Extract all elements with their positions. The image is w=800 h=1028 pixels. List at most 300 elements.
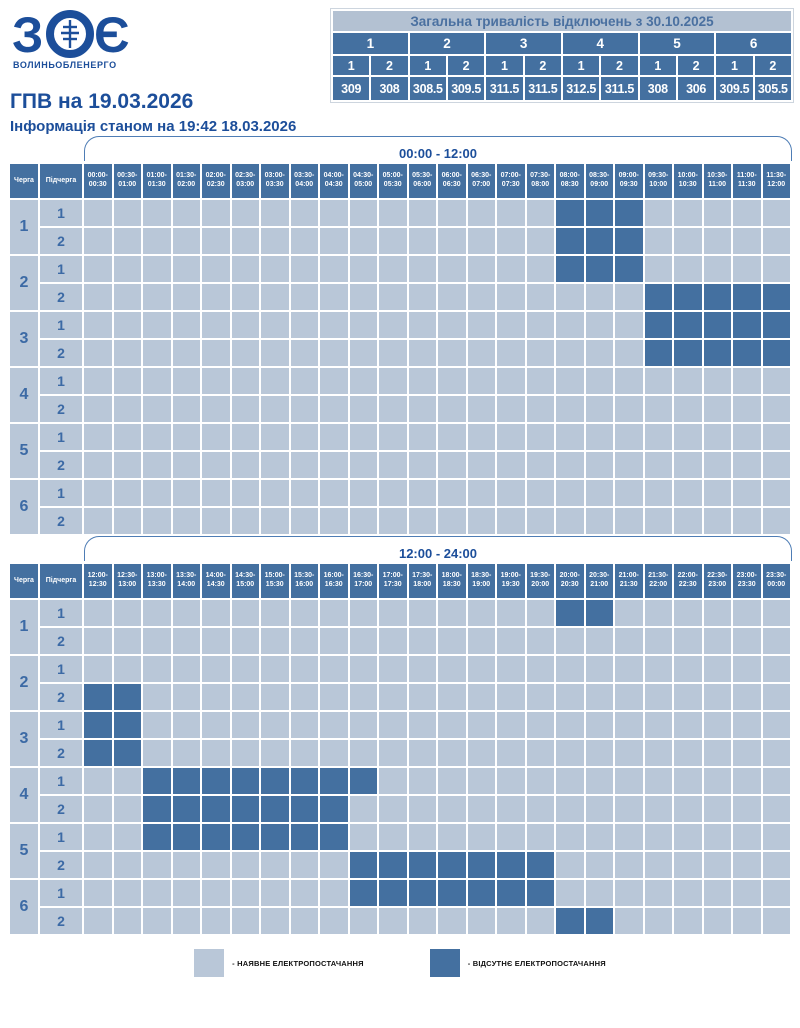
- cell-1.1-22:30-23:00-power: [704, 600, 732, 626]
- cell-2.2-08:00-08:30-power: [556, 284, 584, 310]
- cell-1.1-07:00-07:30-power: [497, 200, 525, 226]
- legend-item-absent: [430, 949, 606, 977]
- cell-6.1-20:00-20:30-power: [556, 880, 584, 906]
- cell-4.2-00:30-01:00-power: [114, 396, 142, 422]
- absent-swatch: [430, 949, 460, 977]
- cell-1.2-06:30-07:00-power: [468, 228, 496, 254]
- subqueue-4-1: 1: [40, 768, 82, 794]
- cell-5.2-13:30-14:00-power: [173, 852, 201, 878]
- subqueue-5-2: 2: [40, 452, 82, 478]
- summary-subgroup-3-2: 2: [525, 56, 561, 75]
- cell-3.1-23:00-23:30-power: [733, 712, 761, 738]
- cell-4.2-18:30-19:00-power: [468, 796, 496, 822]
- cell-2.2-19:00-19:30-power: [497, 684, 525, 710]
- cell-5.2-08:30-09:00-power: [586, 452, 614, 478]
- summary-group-3: 3: [486, 33, 561, 54]
- logo-glyph-right: Є: [94, 7, 130, 63]
- cell-2.1-16:30-17:00-power: [350, 656, 378, 682]
- cell-1.2-23:30-00:00-power: [763, 628, 791, 654]
- cell-6.2-22:30-23:00-power: [704, 908, 732, 934]
- subqueue-3-2: 2: [40, 740, 82, 766]
- company-logo: [12, 6, 130, 91]
- queue-2: 2: [10, 256, 38, 310]
- cell-4.1-01:00-01:30-power: [143, 368, 171, 394]
- cell-4.2-13:00-13:30-outage: [143, 796, 171, 822]
- cell-2.1-21:00-21:30-power: [615, 656, 643, 682]
- cell-4.1-03:30-04:00-power: [291, 368, 319, 394]
- cell-6.2-20:30-21:00-outage: [586, 908, 614, 934]
- cell-6.2-01:00-01:30-power: [143, 508, 171, 534]
- slot-header-00:30-01:00: 00:30- 01:00: [114, 164, 142, 198]
- cell-5.2-22:00-22:30-power: [674, 852, 702, 878]
- cell-1.2-21:00-21:30-power: [615, 628, 643, 654]
- cell-6.2-02:30-03:00-power: [232, 508, 260, 534]
- cell-5.2-23:00-23:30-power: [733, 852, 761, 878]
- cell-4.2-20:00-20:30-power: [556, 796, 584, 822]
- cell-1.1-09:00-09:30-outage: [615, 200, 643, 226]
- cell-5.2-09:30-10:00-power: [645, 452, 673, 478]
- cell-4.1-04:00-04:30-power: [320, 368, 348, 394]
- summary-group-2: 2: [410, 33, 485, 54]
- cell-1.2-21:30-22:00-power: [645, 628, 673, 654]
- cell-4.1-23:30-00:00-power: [763, 768, 791, 794]
- cell-5.1-15:30-16:00-outage: [291, 824, 319, 850]
- cell-1.2-02:00-02:30-power: [202, 228, 230, 254]
- cell-4.1-22:00-22:30-power: [674, 768, 702, 794]
- cell-5.1-11:00-11:30-power: [733, 424, 761, 450]
- cell-2.2-14:00-14:30-power: [202, 684, 230, 710]
- slot-header-09:30-10:00: 09:30- 10:00: [645, 164, 673, 198]
- cell-5.1-16:30-17:00-power: [350, 824, 378, 850]
- cell-1.2-11:30-12:00-power: [763, 228, 791, 254]
- cell-5.2-23:30-00:00-power: [763, 852, 791, 878]
- summary-subgroup-5-2: 2: [678, 56, 714, 75]
- cell-3.1-01:00-01:30-power: [143, 312, 171, 338]
- cell-6.2-13:30-14:00-power: [173, 908, 201, 934]
- cell-4.1-17:00-17:30-power: [379, 768, 407, 794]
- cell-3.1-04:00-04:30-power: [320, 312, 348, 338]
- cell-1.2-18:00-18:30-power: [438, 628, 466, 654]
- queue-3: 3: [10, 712, 38, 766]
- slot-header-17:30-18:00: 17:30- 18:00: [409, 564, 437, 598]
- info-timestamp: Інформація станом на 19:42 18.03.2026: [10, 118, 297, 135]
- available-label: - НАЯВНЕ ЕЛЕКТРОПОСТАЧАННЯ: [232, 958, 364, 968]
- slot-header-02:00-02:30: 02:00- 02:30: [202, 164, 230, 198]
- cell-1.2-09:30-10:00-power: [645, 228, 673, 254]
- subqueue-6-2: 2: [40, 908, 82, 934]
- cell-5.1-14:30-15:00-outage: [232, 824, 260, 850]
- slot-header-14:30-15:00: 14:30- 15:00: [232, 564, 260, 598]
- cell-2.1-07:30-08:00-power: [527, 256, 555, 282]
- cell-6.2-03:30-04:00-power: [291, 508, 319, 534]
- summary-value-6-1: 309.5: [716, 77, 752, 100]
- cell-4.1-09:00-09:30-power: [615, 368, 643, 394]
- slot-header-05:30-06:00: 05:30- 06:00: [409, 164, 437, 198]
- cell-2.1-12:00-12:30-power: [84, 656, 112, 682]
- cell-3.2-11:00-11:30-outage: [733, 340, 761, 366]
- cell-5.2-18:30-19:00-outage: [468, 852, 496, 878]
- cell-2.2-14:30-15:00-power: [232, 684, 260, 710]
- cell-4.1-18:00-18:30-power: [438, 768, 466, 794]
- cell-2.1-06:30-07:00-power: [468, 256, 496, 282]
- cell-6.1-19:30-20:00-outage: [527, 880, 555, 906]
- cell-1.1-18:00-18:30-power: [438, 600, 466, 626]
- cell-3.2-03:30-04:00-power: [291, 340, 319, 366]
- cell-1.1-10:30-11:00-power: [704, 200, 732, 226]
- cell-5.2-07:00-07:30-power: [497, 452, 525, 478]
- cell-6.1-03:00-03:30-power: [261, 480, 289, 506]
- cell-2.1-16:00-16:30-power: [320, 656, 348, 682]
- cell-3.1-10:30-11:00-outage: [704, 312, 732, 338]
- queue-6: 6: [10, 480, 38, 534]
- cell-6.2-02:00-02:30-power: [202, 508, 230, 534]
- cell-2.1-19:30-20:00-power: [527, 656, 555, 682]
- cell-5.1-19:30-20:00-power: [527, 824, 555, 850]
- cell-2.1-18:00-18:30-power: [438, 656, 466, 682]
- cell-4.1-13:00-13:30-outage: [143, 768, 171, 794]
- cell-6.1-04:00-04:30-power: [320, 480, 348, 506]
- cell-3.1-14:00-14:30-power: [202, 712, 230, 738]
- cell-6.1-02:30-03:00-power: [232, 480, 260, 506]
- cell-3.1-17:30-18:00-power: [409, 712, 437, 738]
- cell-3.1-00:00-00:30-power: [84, 312, 112, 338]
- slot-header-22:30-23:00: 22:30- 23:00: [704, 564, 732, 598]
- cell-6.2-12:30-13:00-power: [114, 908, 142, 934]
- cell-6.1-14:00-14:30-power: [202, 880, 230, 906]
- cell-6.1-18:30-19:00-outage: [468, 880, 496, 906]
- cell-3.2-20:00-20:30-power: [556, 740, 584, 766]
- cell-2.1-12:30-13:00-power: [114, 656, 142, 682]
- cell-5.1-09:00-09:30-power: [615, 424, 643, 450]
- cell-5.1-10:30-11:00-power: [704, 424, 732, 450]
- queue-1: 1: [10, 600, 38, 654]
- cell-4.1-19:00-19:30-power: [497, 768, 525, 794]
- cell-3.2-13:00-13:30-power: [143, 740, 171, 766]
- cell-6.1-03:30-04:00-power: [291, 480, 319, 506]
- slot-header-03:00-03:30: 03:00- 03:30: [261, 164, 289, 198]
- queue-4: 4: [10, 368, 38, 422]
- cell-1.1-01:30-02:00-power: [173, 200, 201, 226]
- slot-header-13:30-14:00: 13:30- 14:00: [173, 564, 201, 598]
- cell-6.2-20:00-20:30-outage: [556, 908, 584, 934]
- cell-6.1-23:30-00:00-power: [763, 880, 791, 906]
- cell-5.1-01:30-02:00-power: [173, 424, 201, 450]
- cell-1.1-15:00-15:30-power: [261, 600, 289, 626]
- cell-3.1-07:00-07:30-power: [497, 312, 525, 338]
- cell-3.1-08:00-08:30-power: [556, 312, 584, 338]
- summary-value-5-2: 306: [678, 77, 714, 100]
- cell-6.1-11:30-12:00-power: [763, 480, 791, 506]
- power-tower-icon: [61, 20, 79, 48]
- cell-6.2-13:00-13:30-power: [143, 908, 171, 934]
- cell-4.1-03:00-03:30-power: [261, 368, 289, 394]
- cell-3.1-08:30-09:00-power: [586, 312, 614, 338]
- subqueue-3-1: 1: [40, 712, 82, 738]
- cell-4.1-16:30-17:00-outage: [350, 768, 378, 794]
- cell-6.2-04:30-05:00-power: [350, 508, 378, 534]
- cell-3.1-12:30-13:00-outage: [114, 712, 142, 738]
- cell-4.1-02:00-02:30-power: [202, 368, 230, 394]
- summary-subgroup-2-2: 2: [448, 56, 484, 75]
- cell-5.1-22:30-23:00-power: [704, 824, 732, 850]
- cell-3.1-05:30-06:00-power: [409, 312, 437, 338]
- cell-3.1-14:30-15:00-power: [232, 712, 260, 738]
- slot-header-11:30-12:00: 11:30- 12:00: [763, 164, 791, 198]
- cell-2.1-13:00-13:30-power: [143, 656, 171, 682]
- cell-1.2-07:30-08:00-power: [527, 228, 555, 254]
- cell-1.1-09:30-10:00-power: [645, 200, 673, 226]
- available-swatch: [194, 949, 224, 977]
- cell-4.2-12:30-13:00-power: [114, 796, 142, 822]
- cell-1.2-09:00-09:30-outage: [615, 228, 643, 254]
- slot-header-18:00-18:30: 18:00- 18:30: [438, 564, 466, 598]
- cell-5.2-20:00-20:30-power: [556, 852, 584, 878]
- cell-2.1-10:30-11:00-power: [704, 256, 732, 282]
- cell-4.2-13:30-14:00-outage: [173, 796, 201, 822]
- cell-4.1-07:00-07:30-power: [497, 368, 525, 394]
- cell-6.1-02:00-02:30-power: [202, 480, 230, 506]
- cell-3.2-00:30-01:00-power: [114, 340, 142, 366]
- cell-4.2-08:30-09:00-power: [586, 396, 614, 422]
- cell-4.1-09:30-10:00-power: [645, 368, 673, 394]
- cell-2.2-10:00-10:30-outage: [674, 284, 702, 310]
- subqueue-1-1: 1: [40, 600, 82, 626]
- cell-4.2-02:00-02:30-power: [202, 396, 230, 422]
- queue-header: Черга: [10, 164, 38, 198]
- cell-4.2-08:00-08:30-power: [556, 396, 584, 422]
- cell-2.2-04:30-05:00-power: [350, 284, 378, 310]
- cell-4.2-20:30-21:00-power: [586, 796, 614, 822]
- cell-3.1-22:30-23:00-power: [704, 712, 732, 738]
- cell-5.2-21:00-21:30-power: [615, 852, 643, 878]
- schedule-grid-2: [8, 562, 792, 936]
- cell-1.2-12:30-13:00-power: [114, 628, 142, 654]
- cell-5.2-15:30-16:00-power: [291, 852, 319, 878]
- cell-6.2-07:30-08:00-power: [527, 508, 555, 534]
- cell-6.1-23:00-23:30-power: [733, 880, 761, 906]
- cell-6.2-19:30-20:00-power: [527, 908, 555, 934]
- cell-3.2-17:30-18:00-power: [409, 740, 437, 766]
- cell-5.2-04:30-05:00-power: [350, 452, 378, 478]
- cell-4.2-17:00-17:30-power: [379, 796, 407, 822]
- cell-4.1-16:00-16:30-outage: [320, 768, 348, 794]
- cell-4.2-07:00-07:30-power: [497, 396, 525, 422]
- cell-5.1-13:30-14:00-outage: [173, 824, 201, 850]
- cell-6.2-04:00-04:30-power: [320, 508, 348, 534]
- cell-2.2-10:30-11:00-outage: [704, 284, 732, 310]
- cell-2.2-01:00-01:30-power: [143, 284, 171, 310]
- cell-6.1-04:30-05:00-power: [350, 480, 378, 506]
- cell-4.1-21:30-22:00-power: [645, 768, 673, 794]
- summary-subgroup-4-2: 2: [601, 56, 637, 75]
- slot-header-19:30-20:00: 19:30- 20:00: [527, 564, 555, 598]
- cell-6.2-16:30-17:00-power: [350, 908, 378, 934]
- cell-5.1-04:30-05:00-power: [350, 424, 378, 450]
- cell-6.2-12:00-12:30-power: [84, 908, 112, 934]
- cell-5.2-19:00-19:30-outage: [497, 852, 525, 878]
- cell-2.2-09:30-10:00-outage: [645, 284, 673, 310]
- cell-2.2-00:00-00:30-power: [84, 284, 112, 310]
- cell-2.2-20:30-21:00-power: [586, 684, 614, 710]
- cell-4.1-05:00-05:30-power: [379, 368, 407, 394]
- cell-1.2-14:00-14:30-power: [202, 628, 230, 654]
- cell-3.2-07:00-07:30-power: [497, 340, 525, 366]
- cell-2.1-22:30-23:00-power: [704, 656, 732, 682]
- cell-1.2-04:30-05:00-power: [350, 228, 378, 254]
- summary-value-1-1: 309: [333, 77, 369, 100]
- cell-6.1-13:30-14:00-power: [173, 880, 201, 906]
- cell-5.1-17:30-18:00-power: [409, 824, 437, 850]
- cell-4.1-15:30-16:00-outage: [291, 768, 319, 794]
- cell-6.2-23:30-00:00-power: [763, 908, 791, 934]
- cell-2.2-23:00-23:30-power: [733, 684, 761, 710]
- cell-4.1-13:30-14:00-outage: [173, 768, 201, 794]
- cell-3.2-15:00-15:30-power: [261, 740, 289, 766]
- summary-value-2-2: 309.5: [448, 77, 484, 100]
- cell-3.1-16:30-17:00-power: [350, 712, 378, 738]
- cell-6.1-00:00-00:30-power: [84, 480, 112, 506]
- cell-2.1-03:00-03:30-power: [261, 256, 289, 282]
- cell-4.1-20:30-21:00-power: [586, 768, 614, 794]
- cell-2.1-11:00-11:30-power: [733, 256, 761, 282]
- cell-2.2-15:00-15:30-power: [261, 684, 289, 710]
- cell-1.1-06:00-06:30-power: [438, 200, 466, 226]
- summary-subgroup-6-2: 2: [755, 56, 791, 75]
- summary-subgroup-3-1: 1: [486, 56, 522, 75]
- cell-1.2-10:00-10:30-power: [674, 228, 702, 254]
- cell-2.2-05:00-05:30-power: [379, 284, 407, 310]
- slot-header-22:00-22:30: 22:00- 22:30: [674, 564, 702, 598]
- cell-2.1-17:00-17:30-power: [379, 656, 407, 682]
- cell-3.2-09:30-10:00-outage: [645, 340, 673, 366]
- cell-3.1-23:30-00:00-power: [763, 712, 791, 738]
- cell-4.2-12:00-12:30-power: [84, 796, 112, 822]
- cell-2.2-06:00-06:30-power: [438, 284, 466, 310]
- subqueue-2-2: 2: [40, 284, 82, 310]
- cell-2.1-15:30-16:00-power: [291, 656, 319, 682]
- subqueue-1-2: 2: [40, 228, 82, 254]
- cell-6.1-17:30-18:00-outage: [409, 880, 437, 906]
- cell-5.1-01:00-01:30-power: [143, 424, 171, 450]
- cell-2.1-01:30-02:00-power: [173, 256, 201, 282]
- cell-1.2-11:00-11:30-power: [733, 228, 761, 254]
- cell-3.1-00:30-01:00-power: [114, 312, 142, 338]
- cell-2.2-13:30-14:00-power: [173, 684, 201, 710]
- cell-4.2-03:30-04:00-power: [291, 396, 319, 422]
- cell-6.1-06:30-07:00-power: [468, 480, 496, 506]
- cell-3.1-17:00-17:30-power: [379, 712, 407, 738]
- cell-4.1-14:30-15:00-outage: [232, 768, 260, 794]
- cell-3.1-21:00-21:30-power: [615, 712, 643, 738]
- cell-5.2-18:00-18:30-outage: [438, 852, 466, 878]
- cell-2.1-17:30-18:00-power: [409, 656, 437, 682]
- cell-2.2-22:00-22:30-power: [674, 684, 702, 710]
- cell-6.1-15:30-16:00-power: [291, 880, 319, 906]
- cell-6.2-00:00-00:30-power: [84, 508, 112, 534]
- page-title: ГПВ на 19.03.2026: [10, 90, 194, 113]
- cell-4.1-05:30-06:00-power: [409, 368, 437, 394]
- cell-6.1-08:30-09:00-power: [586, 480, 614, 506]
- cell-6.1-07:00-07:30-power: [497, 480, 525, 506]
- cell-4.2-11:00-11:30-power: [733, 396, 761, 422]
- cell-5.2-16:30-17:00-outage: [350, 852, 378, 878]
- slot-header-18:30-19:00: 18:30- 19:00: [468, 564, 496, 598]
- cell-2.1-13:30-14:00-power: [173, 656, 201, 682]
- cell-6.2-23:00-23:30-power: [733, 908, 761, 934]
- slot-header-17:00-17:30: 17:00- 17:30: [379, 564, 407, 598]
- cell-2.2-16:30-17:00-power: [350, 684, 378, 710]
- cell-4.1-21:00-21:30-power: [615, 768, 643, 794]
- cell-3.2-22:30-23:00-power: [704, 740, 732, 766]
- cell-2.2-05:30-06:00-power: [409, 284, 437, 310]
- cell-6.1-05:30-06:00-power: [409, 480, 437, 506]
- cell-2.2-02:30-03:00-power: [232, 284, 260, 310]
- cell-2.1-09:30-10:00-power: [645, 256, 673, 282]
- summary-value-4-2: 311.5: [601, 77, 637, 100]
- cell-1.1-07:30-08:00-power: [527, 200, 555, 226]
- cell-2.2-09:00-09:30-power: [615, 284, 643, 310]
- cell-6.1-09:30-10:00-power: [645, 480, 673, 506]
- cell-6.1-00:30-01:00-power: [114, 480, 142, 506]
- cell-2.2-22:30-23:00-power: [704, 684, 732, 710]
- cell-6.1-13:00-13:30-power: [143, 880, 171, 906]
- cell-5.2-22:30-23:00-power: [704, 852, 732, 878]
- cell-1.2-20:30-21:00-power: [586, 628, 614, 654]
- cell-1.2-05:30-06:00-power: [409, 228, 437, 254]
- cell-1.1-21:00-21:30-power: [615, 600, 643, 626]
- cell-4.1-00:30-01:00-power: [114, 368, 142, 394]
- subqueue-header: Підчерга: [40, 164, 82, 198]
- cell-1.1-03:30-04:00-power: [291, 200, 319, 226]
- cell-4.2-21:00-21:30-power: [615, 796, 643, 822]
- cell-6.2-09:00-09:30-power: [615, 508, 643, 534]
- cell-5.1-04:00-04:30-power: [320, 424, 348, 450]
- cell-5.1-05:00-05:30-power: [379, 424, 407, 450]
- cell-1.1-13:00-13:30-power: [143, 600, 171, 626]
- cell-4.1-14:00-14:30-outage: [202, 768, 230, 794]
- cell-6.1-10:00-10:30-power: [674, 480, 702, 506]
- cell-5.2-05:00-05:30-power: [379, 452, 407, 478]
- time-range-bracket-1: [84, 136, 792, 161]
- cell-3.2-19:00-19:30-power: [497, 740, 525, 766]
- cell-5.2-00:00-00:30-power: [84, 452, 112, 478]
- cell-6.1-17:00-17:30-outage: [379, 880, 407, 906]
- cell-5.2-03:00-03:30-power: [261, 452, 289, 478]
- cell-6.2-14:30-15:00-power: [232, 908, 260, 934]
- cell-6.1-08:00-08:30-power: [556, 480, 584, 506]
- slot-header-04:00-04:30: 04:00- 04:30: [320, 164, 348, 198]
- cell-4.2-06:00-06:30-power: [438, 396, 466, 422]
- cell-3.1-12:00-12:30-outage: [84, 712, 112, 738]
- slot-header-16:30-17:00: 16:30- 17:00: [350, 564, 378, 598]
- cell-1.2-01:00-01:30-power: [143, 228, 171, 254]
- schedule-section-evening: [8, 536, 792, 936]
- cell-6.2-07:00-07:30-power: [497, 508, 525, 534]
- cell-5.1-19:00-19:30-power: [497, 824, 525, 850]
- cell-1.2-08:00-08:30-outage: [556, 228, 584, 254]
- cell-3.2-01:00-01:30-power: [143, 340, 171, 366]
- cell-1.1-14:00-14:30-power: [202, 600, 230, 626]
- slot-header-03:30-04:00: 03:30- 04:00: [291, 164, 319, 198]
- cell-1.1-21:30-22:00-power: [645, 600, 673, 626]
- cell-3.2-08:00-08:30-power: [556, 340, 584, 366]
- cell-2.2-06:30-07:00-power: [468, 284, 496, 310]
- cell-6.2-05:00-05:30-power: [379, 508, 407, 534]
- cell-2.1-01:00-01:30-power: [143, 256, 171, 282]
- cell-3.1-02:30-03:00-power: [232, 312, 260, 338]
- cell-1.1-05:30-06:00-power: [409, 200, 437, 226]
- cell-1.2-13:30-14:00-power: [173, 628, 201, 654]
